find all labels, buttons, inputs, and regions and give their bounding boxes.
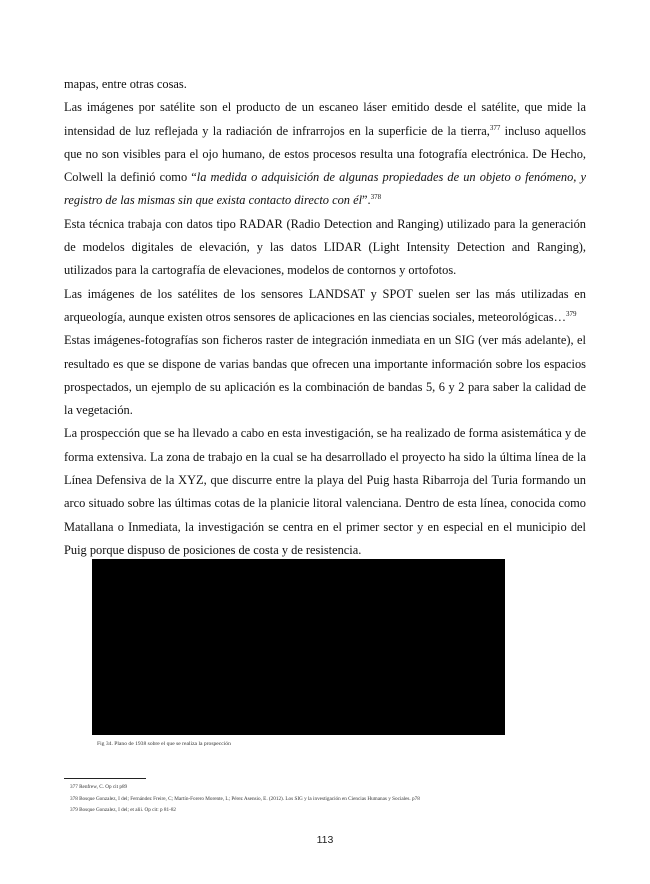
paragraph-4-text: Las imágenes de los satélites de los sensores LANDSAT y SPOT suelen ser las más utilizadas en arqueología, aunque existen otros sensores de aplicaciones en las ciencias sociales, meteorológicas… — [64, 286, 586, 324]
footnote-378: 378 Bosque Gonzalez, I del; Fernández Freire, C; Martín-Forero Morente, L; Pérez Asensio, E. (2012). Los SIG y la investigación en Ciencias Humanas y Sociales. p78 — [70, 795, 420, 802]
paragraph-1 — [64, 73, 586, 96]
footnote-divider — [64, 778, 146, 779]
body-text — [64, 73, 586, 562]
footnote-ref-379[interactable]: 379 — [566, 309, 577, 318]
paragraph-3-text: Esta técnica trabaja con datos tipo RADAR (Radio Detection and Ranging) utilizado para la generación de modelos digitales de elevación, y las datos LIDAR (Light Intensity Detection and Ranging), utilizados para la cartografía de elevaciones, modelos de contornos y ortofotos. — [64, 216, 586, 278]
paragraph-2-text-b: incluso aquellos que no son visibles para el ojo humano, de estos procesos resulta una fotografía electrónica. De Hecho, Colwell la definió como “ — [64, 123, 587, 185]
page-number: 113 — [316, 834, 334, 846]
colwell-quote: la medida o adquisición de algunas propiedades de un objeto o fenómeno, y registro de las mismas sin que exista contacto directo con él — [64, 170, 586, 208]
paragraph-5-text: Estas imágenes-fotografías son ficheros raster de integración inmediata en un SIG (ver más adelante), el resultado es que se dispone de varias bandas que ofrecen una importante información sobre los espacios prospectados, un ejemplo de su aplicación es la combinación de bandas 5, 6 y 2 para saber la calidad de la vegetación. — [64, 333, 586, 418]
paragraph-5 — [64, 329, 586, 422]
figure-image — [92, 559, 505, 735]
paragraph-1-text: mapas, entre otras cosas. — [64, 77, 187, 91]
footnote-ref-377[interactable]: 377 — [489, 123, 501, 132]
footnote-379: 379 Bosque Gonzalez, I del; et alii. Op cit: p 81-82 — [70, 807, 177, 813]
footnote-ref-378[interactable]: 378 — [370, 193, 382, 202]
paragraph-4 — [64, 283, 586, 330]
paragraph-2 — [64, 96, 586, 212]
paragraph-6-text: La prospección que se ha llevado a cabo en esta investigación, se ha realizado de forma asistemática y de forma extensiva. La zona de trabajo en la cual se ha desarrollado el proyecto ha sido la última línea de la Línea Defensiva de la XYZ, que discurre entre la playa del Puig hasta Ribarroja del Turia formando un arco situado sobre las últimas cotas de la planicie litoral valenciana. Dentro de esta línea, conocida como Matallana o Inmediata, la investigación se centra en el primer sector y en especial en el municipio del Puig porque dispuso de posiciones de costa y de resistencia. — [64, 426, 586, 557]
paragraph-2-text-a: Las imágenes por satélite son el producto de un escaneo láser emitido desde el satélite, que mide la intensidad de luz reflejada y la radiación de infrarrojos en la superficie de la tierra, — [64, 100, 586, 138]
paragraph-3 — [64, 213, 586, 283]
figure-caption: Fig 34. Plano de 1938 sobre el que se realiza la prospección — [97, 741, 231, 747]
paragraph-6 — [64, 422, 586, 562]
footnote-377: 377 Renfrew, C. Op cit p89 — [70, 784, 128, 790]
footnotes — [70, 784, 590, 819]
paragraph-2-text-c: ”. — [362, 193, 371, 208]
